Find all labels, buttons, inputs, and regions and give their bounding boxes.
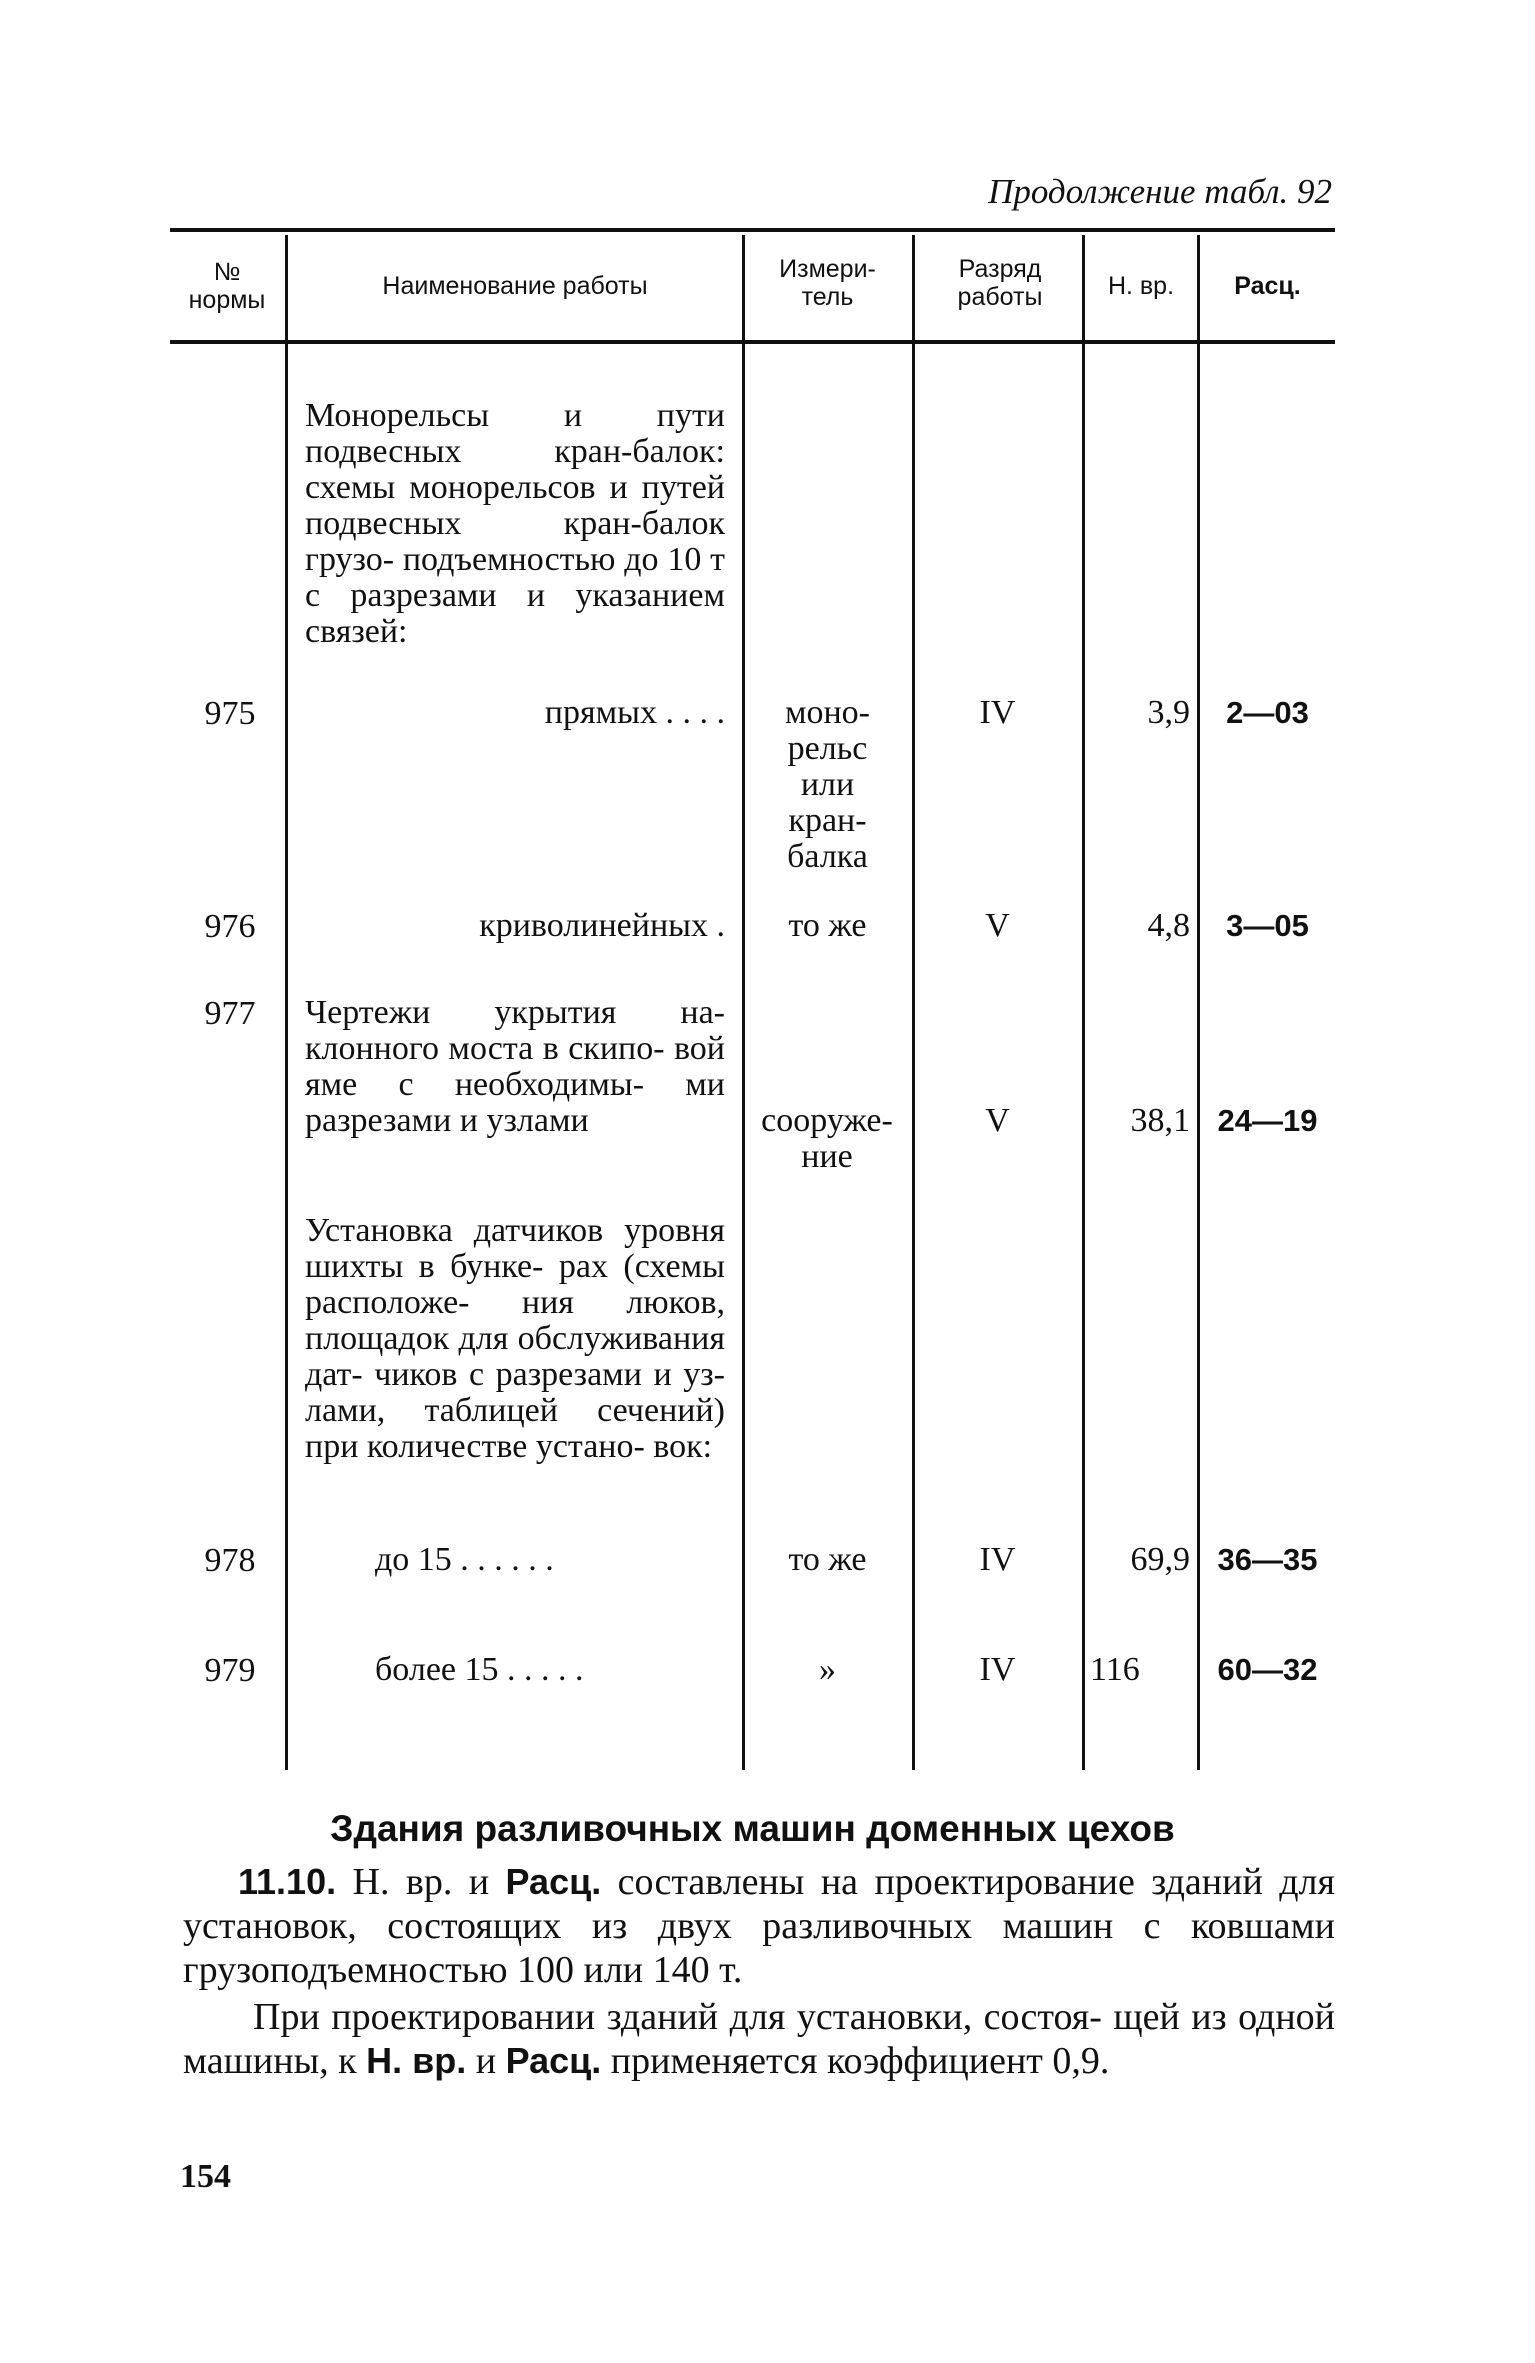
paragraph-text: применяется коэффициент 0,9. bbox=[610, 2040, 1110, 2082]
table-continuation-label: Продолжение табл. 92 bbox=[988, 172, 1332, 211]
row-rate: 36—35 bbox=[1217, 1542, 1318, 1577]
row-grade: V bbox=[985, 907, 1010, 944]
header-hours: Н. вр. bbox=[1107, 272, 1175, 300]
column-divider bbox=[1082, 235, 1085, 1770]
row-hours: 116 bbox=[1090, 1651, 1140, 1688]
row-meter: то же bbox=[788, 1541, 867, 1578]
header-rate: Расц. bbox=[1234, 272, 1301, 300]
row-description: до 15 . . . . . . bbox=[375, 1541, 554, 1578]
row-grade: IV bbox=[979, 1651, 1016, 1688]
row-meter: то же bbox=[788, 907, 867, 944]
paragraph-11-10 bbox=[183, 1860, 1335, 1992]
page-number: 154 bbox=[180, 2158, 231, 2195]
table-top-rule bbox=[170, 228, 1335, 232]
section-title: Здания разливочных машин доменных цехов bbox=[330, 1808, 1175, 1849]
paragraph-text: При проектировании зданий для установки, состоя- щей из одной машины, к bbox=[183, 1996, 1335, 2082]
bold-term: Расц. bbox=[505, 1861, 602, 1902]
row-hours: 3,9 bbox=[1147, 694, 1190, 731]
row-meter: сооруже- ние bbox=[761, 1102, 893, 1175]
row-rate: 24—19 bbox=[1217, 1103, 1318, 1138]
header-meter: Измери- тель bbox=[779, 255, 876, 311]
row-description: криволинейных . bbox=[479, 907, 725, 944]
column-divider bbox=[742, 235, 745, 1770]
row-rate: 3—05 bbox=[1226, 908, 1309, 943]
header-grade: Разряд работы bbox=[957, 255, 1043, 311]
bold-term: Н. вр. bbox=[366, 2040, 467, 2081]
row-hours: 38,1 bbox=[1130, 1102, 1190, 1139]
row-rate: 2—03 bbox=[1226, 695, 1309, 730]
row-grade: IV bbox=[979, 694, 1016, 731]
group-description: Установка датчиков уровня шихты в бунке- рах (схемы расположе- ния люков, площадок для обслуживания дат- чиков с разрезами и уз- лами, таблицей сечений) при количестве устано- вок: bbox=[305, 1212, 725, 1465]
column-divider bbox=[912, 235, 915, 1770]
bold-term: Расц. bbox=[505, 2040, 602, 2081]
header-work-name: Наименование работы bbox=[382, 272, 648, 300]
row-hours: 69,9 bbox=[1130, 1541, 1190, 1578]
row-hours: 4,8 bbox=[1147, 907, 1190, 944]
row-rate: 60—32 bbox=[1217, 1652, 1318, 1687]
row-number: 978 bbox=[204, 1542, 256, 1579]
row-number: 977 bbox=[204, 995, 256, 1032]
group-description: Монорельсы и пути подвесных кран-балок: схемы монорельсов и путей подвесных кран-балок грузо- подъемностью до 10 т с разрезами и указанием связей: bbox=[305, 397, 725, 650]
row-number: 976 bbox=[204, 908, 256, 945]
table-header-rule bbox=[170, 340, 1335, 344]
row-meter: моно- рельс или кран- балка bbox=[784, 694, 871, 875]
row-grade: IV bbox=[979, 1541, 1016, 1578]
paragraph-text: Н. вр. и bbox=[352, 1861, 490, 1903]
row-grade: V bbox=[985, 1102, 1010, 1139]
row-description: более 15 . . . . . bbox=[375, 1651, 584, 1688]
row-description: Чертежи укрытия на- клонного моста в скипо- вой яме с необходимы- ми разрезами и узлами bbox=[305, 994, 725, 1139]
paragraph-text: составлены на проектирование зданий для установок, состоящих из двух разливочных машин с ковшами грузоподъемностью 100 или 140 т. bbox=[183, 1861, 1336, 1991]
row-number: 975 bbox=[204, 695, 256, 732]
header-norm-no: № нормы bbox=[188, 258, 266, 314]
row-description: прямых . . . . bbox=[544, 694, 725, 731]
clause-number: 11.10. bbox=[238, 1861, 337, 1902]
row-number: 979 bbox=[204, 1652, 256, 1689]
paragraph-coefficient bbox=[183, 1995, 1335, 2083]
row-meter: » bbox=[819, 1651, 836, 1688]
paragraph-text: и bbox=[475, 2040, 497, 2082]
column-divider bbox=[1197, 235, 1200, 1770]
